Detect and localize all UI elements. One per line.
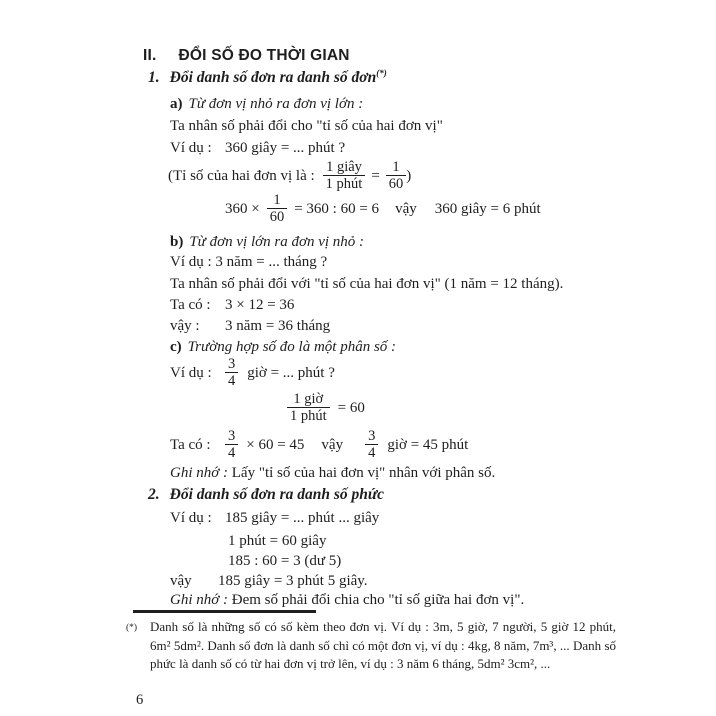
example-text: giờ = ... phút ?: [247, 364, 335, 381]
sub-c-title: [170, 338, 396, 356]
calc-pre: 360 ×: [225, 200, 260, 217]
sub-b-text: Từ đơn vị lớn ra đơn vị nhỏ :: [189, 234, 365, 250]
calc-text: × 60 = 45: [246, 436, 305, 453]
sub-a-text: Từ đơn vị nhỏ ra đơn vị lớn :: [188, 96, 364, 112]
item-2-text: Đổi danh số đơn ra danh số phức: [169, 486, 385, 503]
fraction-denominator: 4: [365, 444, 378, 461]
rule-multiply-b: Ta nhân số phải đổi với "tỉ số của hai đơn vị" (1 năm = 12 tháng).: [170, 276, 564, 292]
vay-line-b: [170, 317, 330, 335]
fraction-giay-phut: [323, 159, 366, 192]
fraction-denominator: 1 phút: [287, 407, 330, 424]
fraction-numerator: 1 giờ: [293, 391, 324, 407]
footnote: [126, 618, 616, 674]
fraction-1-60: [267, 192, 288, 225]
example-label: Ví dụ :: [170, 364, 212, 381]
footnote-divider: [133, 610, 316, 613]
taco-label: Ta có :: [170, 436, 211, 453]
fraction-denominator: 1 phút: [323, 175, 366, 192]
item-1-number: 1.: [148, 69, 160, 86]
fraction-numerator: 3: [228, 428, 236, 444]
calc-line-360: [225, 192, 541, 225]
fraction-denominator: 4: [225, 372, 238, 389]
taco-label: Ta có :: [170, 297, 211, 313]
section-title: ĐỔI SỐ ĐO THỜI GIAN: [178, 47, 350, 64]
item-2-title: [148, 486, 384, 505]
example-fraction-line: [170, 356, 335, 389]
fraction-numerator: 1: [273, 192, 281, 208]
vay-line-2: [170, 572, 368, 590]
calc-result: giờ = 45 phút: [387, 436, 469, 453]
example-3-years: Ví dụ : 3 năm = ... tháng ?: [170, 254, 328, 270]
ratio-equals-60: = 60: [337, 399, 365, 416]
ratio-open: (Tỉ số của hai đơn vị là :: [168, 167, 315, 184]
fraction-denominator: 4: [225, 444, 238, 461]
item-2-number: 2.: [148, 486, 160, 503]
fraction-denominator: 60: [267, 208, 288, 225]
rule-multiply: Ta nhân số phải đổi cho "tỉ số của hai đơn vị": [170, 118, 443, 134]
ratio-line: [168, 159, 411, 192]
vay-label: vậy :: [170, 318, 200, 334]
ratio-equals: =: [371, 167, 380, 184]
calc-vay: vậy: [321, 436, 344, 453]
sub-b-title: [170, 233, 364, 251]
example-text: 360 giây = ... phút ?: [225, 140, 346, 156]
page-number: 6: [136, 692, 144, 708]
ratio-close: ): [406, 167, 412, 184]
example-label: Ví dụ :: [170, 510, 212, 526]
step-2: 185 : 60 = 3 (dư 5): [228, 553, 342, 569]
footnote-text: Danh số là những số có số kèm theo đơn vị. Ví dụ : 3m, 5 giờ, 7 người, 5 giờ 12 phút, 6m² 5dm². Danh số đơn là danh số chỉ có một đơn vị, ví dụ : 4kg, 8 năm, 7m³, ... Danh số phức là danh số có từ hai đơn vị trở lên, ví dụ : 3 năm 6 tháng, 5dm² 3cm², ...: [150, 619, 616, 671]
step-1: 1 phút = 60 giây: [228, 533, 327, 549]
taco-text: 3 × 12 = 36: [225, 297, 295, 313]
example-185s: [170, 509, 379, 527]
fraction-numerator: 3: [368, 428, 376, 444]
note-text: Lấy "tỉ số của hai đơn vị" nhân với phân số.: [231, 465, 496, 481]
sub-a-title: [170, 95, 363, 113]
sub-c-label: c): [170, 339, 182, 355]
note-1: [170, 464, 495, 482]
note-2: [170, 591, 524, 609]
section-number: II.: [143, 47, 157, 64]
section-heading: [143, 47, 350, 66]
footnote-reference: (*): [376, 67, 387, 78]
sub-b-label: b): [170, 234, 184, 250]
taco-line-b: [170, 296, 294, 314]
fraction-3-4: [225, 356, 238, 389]
fraction-numerator: 1: [392, 159, 400, 175]
ratio-gio-phut-line: [287, 391, 365, 424]
example-label: Ví dụ :: [170, 140, 212, 156]
note-text: Đem số phải đổi chia cho "tỉ số giữa hai đơn vị".: [231, 592, 525, 608]
item-1-title: [148, 69, 387, 88]
sub-c-text: Trường hợp số đo là một phân số :: [187, 339, 397, 355]
calc-mid: = 360 : 60 = 6: [294, 200, 380, 217]
vay-label: vậy: [170, 573, 192, 589]
calc-vay: vậy: [395, 200, 417, 217]
note-label: Ghi nhớ :: [170, 592, 229, 608]
fraction-denominator: 60: [386, 175, 407, 192]
fraction-1-60: [386, 159, 407, 192]
vay-text: 3 năm = 36 tháng: [225, 318, 331, 334]
sub-a-label: a): [170, 96, 183, 112]
item-1-text: Đổi danh số đơn ra danh số đơn: [169, 69, 377, 86]
fraction-numerator: 1 giây: [326, 159, 362, 175]
calc-line-c: [170, 428, 468, 461]
note-label: Ghi nhớ :: [170, 465, 229, 481]
calc-result: 360 giây = 6 phút: [434, 200, 541, 217]
fraction-3-4: [225, 428, 238, 461]
fraction-numerator: 3: [228, 356, 236, 372]
example-text: 185 giây = ... phút ... giây: [225, 510, 380, 526]
fraction-gio-phut: [287, 391, 330, 424]
vay-text: 185 giây = 3 phút 5 giây.: [218, 573, 368, 589]
fraction-3-4: [365, 428, 378, 461]
footnote-marker: (*): [126, 623, 138, 633]
example-360s: [170, 139, 345, 157]
